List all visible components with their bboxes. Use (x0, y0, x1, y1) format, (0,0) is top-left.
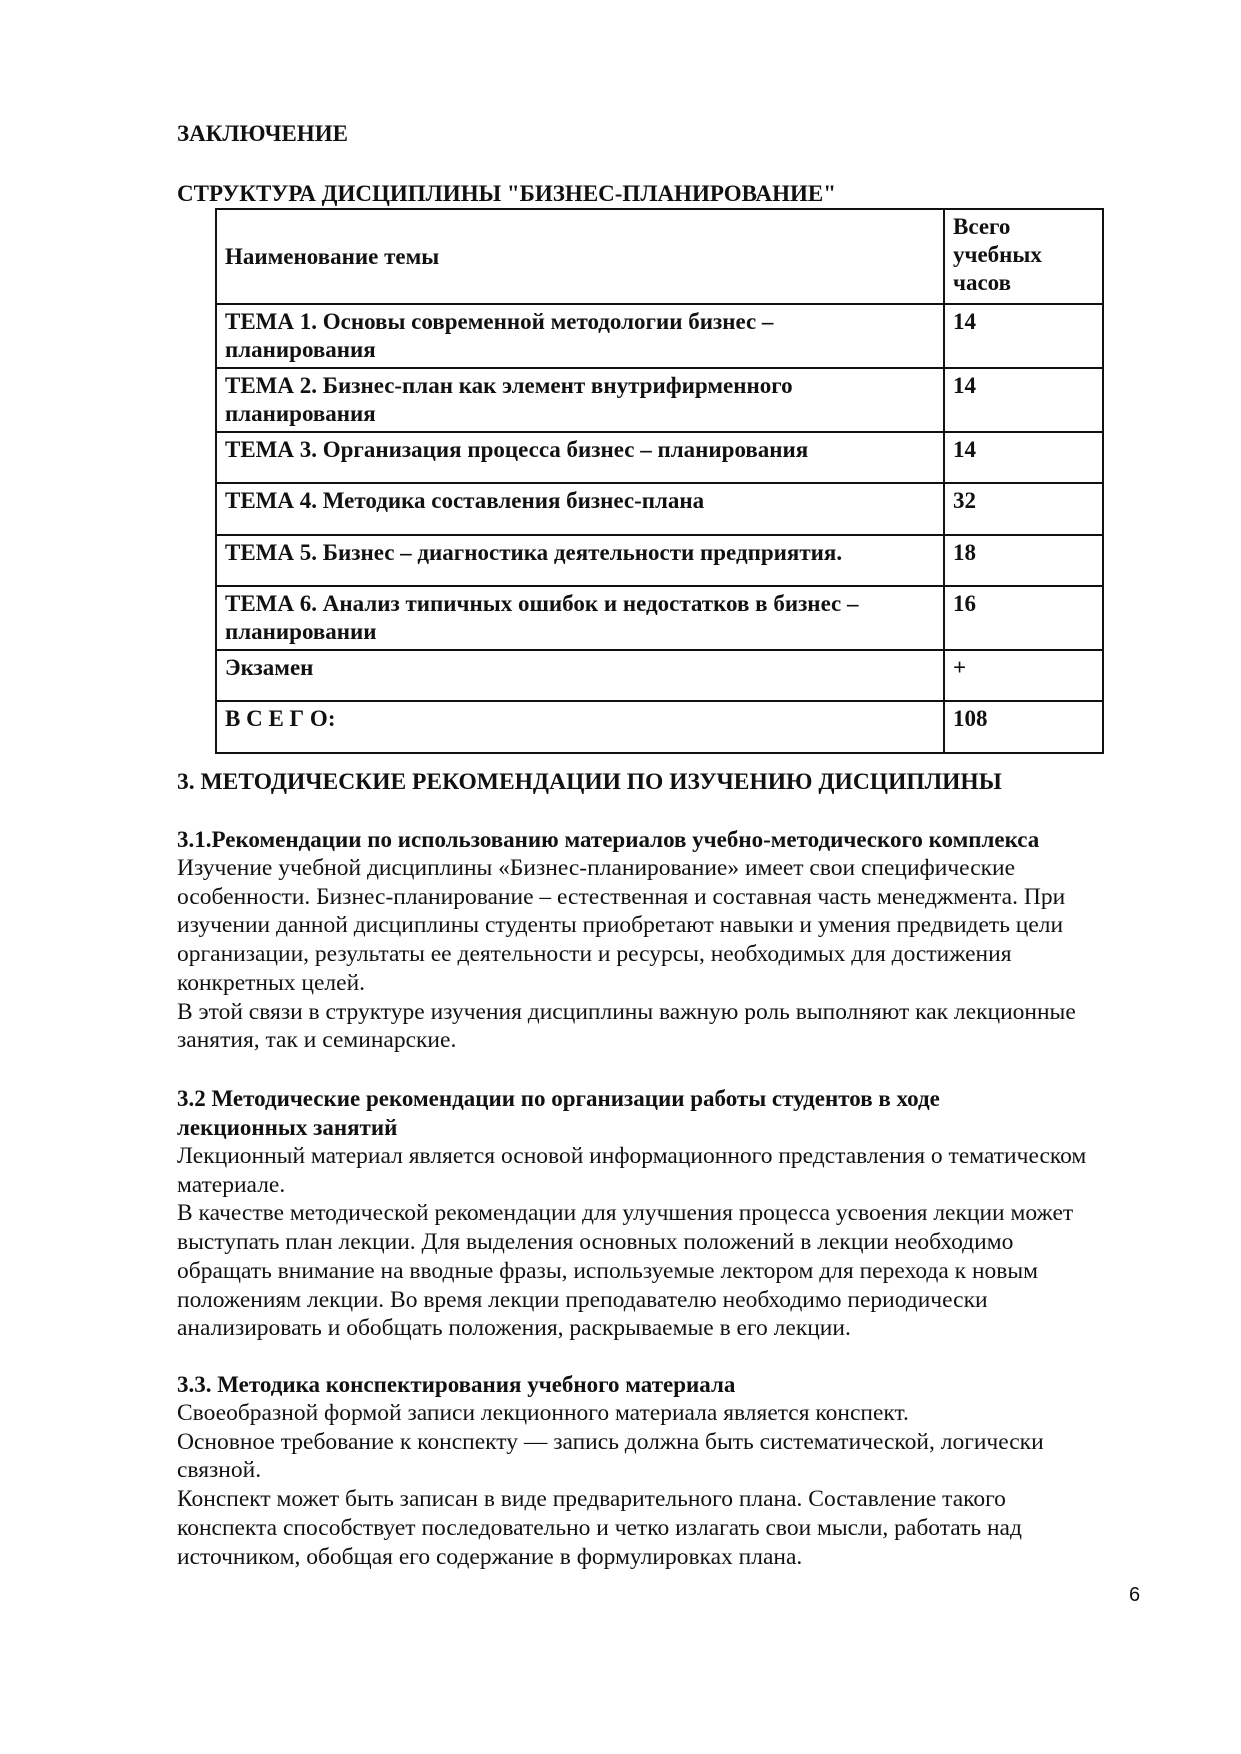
paragraph-line: анализировать и обобщать положения, раскрываемые в его лекции. (177, 1315, 851, 1342)
hours-cell: 32 (944, 483, 1103, 535)
section-3-2-heading-line2: лекционных занятий (177, 1115, 398, 1140)
topic-cell (216, 586, 944, 650)
hours-cell: 108 (944, 701, 1103, 753)
paragraph-line: организации, результаты ее деятельности и ресурсы, необходимых для достижения (177, 941, 1012, 968)
paragraph-line: изучении данной дисциплины студенты приобретают навыки и умения предвидеть цели (177, 912, 1064, 939)
topic-line2: планирования (225, 337, 376, 362)
header-topic-cell (216, 209, 944, 304)
hours-cell: 14 (944, 432, 1103, 483)
topic-cell (216, 432, 944, 483)
table-row (216, 535, 1103, 586)
paragraph-line: положениям лекции. Во время лекции преподавателю необходимо периодически (177, 1286, 988, 1313)
topic-cell (216, 368, 944, 432)
paragraph-line: Основное требование к конспекту — запись должна быть систематической, логически (177, 1428, 1044, 1455)
table-row (216, 701, 1103, 753)
topic-cell (216, 483, 944, 535)
header-topic: Наименование темы (225, 243, 440, 269)
topic-line1: В С Е Г О: (225, 706, 336, 731)
section-3-3-heading: 3.3. Методика конспектирования учебного материала (177, 1372, 736, 1397)
topic-line1: ТЕМА 2. Бизнес-план как элемент внутрифирменного (225, 373, 793, 398)
topic-line1: ТЕМА 3. Организация процесса бизнес – планирования (225, 437, 809, 462)
topic-line1: ТЕМА 6. Анализ типичных ошибок и недостатков в бизнес – (225, 591, 859, 616)
table-row (216, 368, 1103, 432)
hours-cell: 14 (944, 304, 1103, 368)
paragraph-line: занятия, так и семинарские. (177, 1027, 457, 1054)
paragraph-line: Конспект может быть записан в виде предварительного плана. Составление такого (177, 1486, 1006, 1513)
paragraph-line: Своеобразной формой записи лекционного материала является конспект. (177, 1400, 909, 1426)
paragraph-line: источником, обобщая его содержание в формулировках плана. (177, 1543, 803, 1570)
table-row (216, 483, 1103, 535)
topic-line1: ТЕМА 5. Бизнес – диагностика деятельности предприятия. (225, 540, 843, 565)
paragraph-line: В качестве методической рекомендации для улучшения процесса усвоения лекции может (177, 1200, 1074, 1227)
topic-line1: ТЕМА 1. Основы современной методологии бизнес – (225, 309, 774, 334)
table-row (216, 650, 1103, 701)
section-3-2-heading-line1: 3.2 Методические рекомендации по организации работы студентов в ходе (177, 1086, 940, 1111)
topic-line2: планировании (225, 619, 377, 644)
table-header-row (216, 209, 1103, 304)
section-3-1-heading: 3.1.Рекомендации по использованию материалов учебно-методического комплекса (177, 827, 1040, 852)
topic-cell (216, 535, 944, 586)
hours-cell: 14 (944, 368, 1103, 432)
topic-line2: планирования (225, 401, 376, 426)
header-hours-cell (944, 209, 1103, 304)
page-number: 6 (1129, 1584, 1141, 1606)
paragraph-line: особенности. Бизнес-планирование – естественная и составная часть менеджмента. При (177, 883, 1066, 910)
hours-cell: 16 (944, 586, 1103, 650)
section-3-2 (177, 1084, 1157, 1343)
paragraph-line: обращать внимание на вводные фразы, используемые лектором для перехода к новым (177, 1257, 1039, 1284)
hours-cell: + (944, 650, 1103, 701)
table-row (216, 586, 1103, 650)
hours-cell: 18 (944, 535, 1103, 586)
heading-section-3: 3. МЕТОДИЧЕСКИЕ РЕКОМЕНДАЦИИ ПО ИЗУЧЕНИЮ ДИСЦИПЛИНЫ (177, 769, 1002, 795)
paragraph-line: выступать план лекции. Для выделения основных положений в лекции необходимо (177, 1229, 1014, 1256)
paragraph-line: конкретных целей. (177, 969, 366, 996)
topic-cell (216, 650, 944, 701)
header-hours-line2: учебных (953, 242, 1042, 267)
topic-cell (216, 304, 944, 368)
table-row (216, 304, 1103, 368)
paragraph-line: Изучение учебной дисциплины «Бизнес-планирование» имеет свои специфические (177, 855, 1016, 881)
section-3-1 (177, 825, 1157, 1055)
table-row (216, 432, 1103, 483)
section-3-3 (177, 1370, 1157, 1571)
header-hours-line3: часов (953, 270, 1012, 295)
paragraph-line: связной. (177, 1457, 262, 1484)
paragraph-line: материале. (177, 1171, 286, 1198)
paragraph-line: В этой связи в структуре изучения дисциплины важную роль выполняют как лекционные (177, 998, 1076, 1025)
header-hours-line1: Всего (953, 214, 1011, 239)
paragraph-line: Лекционный материал является основой информационного представления о тематическом (177, 1143, 1087, 1169)
paragraph-line: конспекта способствует последовательно и четко излагать свои мысли, работать над (177, 1514, 1022, 1541)
heading-conclusion: ЗАКЛЮЧЕНИЕ (177, 121, 348, 146)
topic-cell (216, 701, 944, 753)
structure-table (215, 208, 1104, 754)
heading-structure: СТРУКТУРА ДИСЦИПЛИНЫ "БИЗНЕС-ПЛАНИРОВАНИЕ" (177, 181, 837, 206)
topic-line1: Экзамен (225, 655, 314, 680)
topic-line1: ТЕМА 4. Методика составления бизнес-плана (225, 488, 705, 513)
